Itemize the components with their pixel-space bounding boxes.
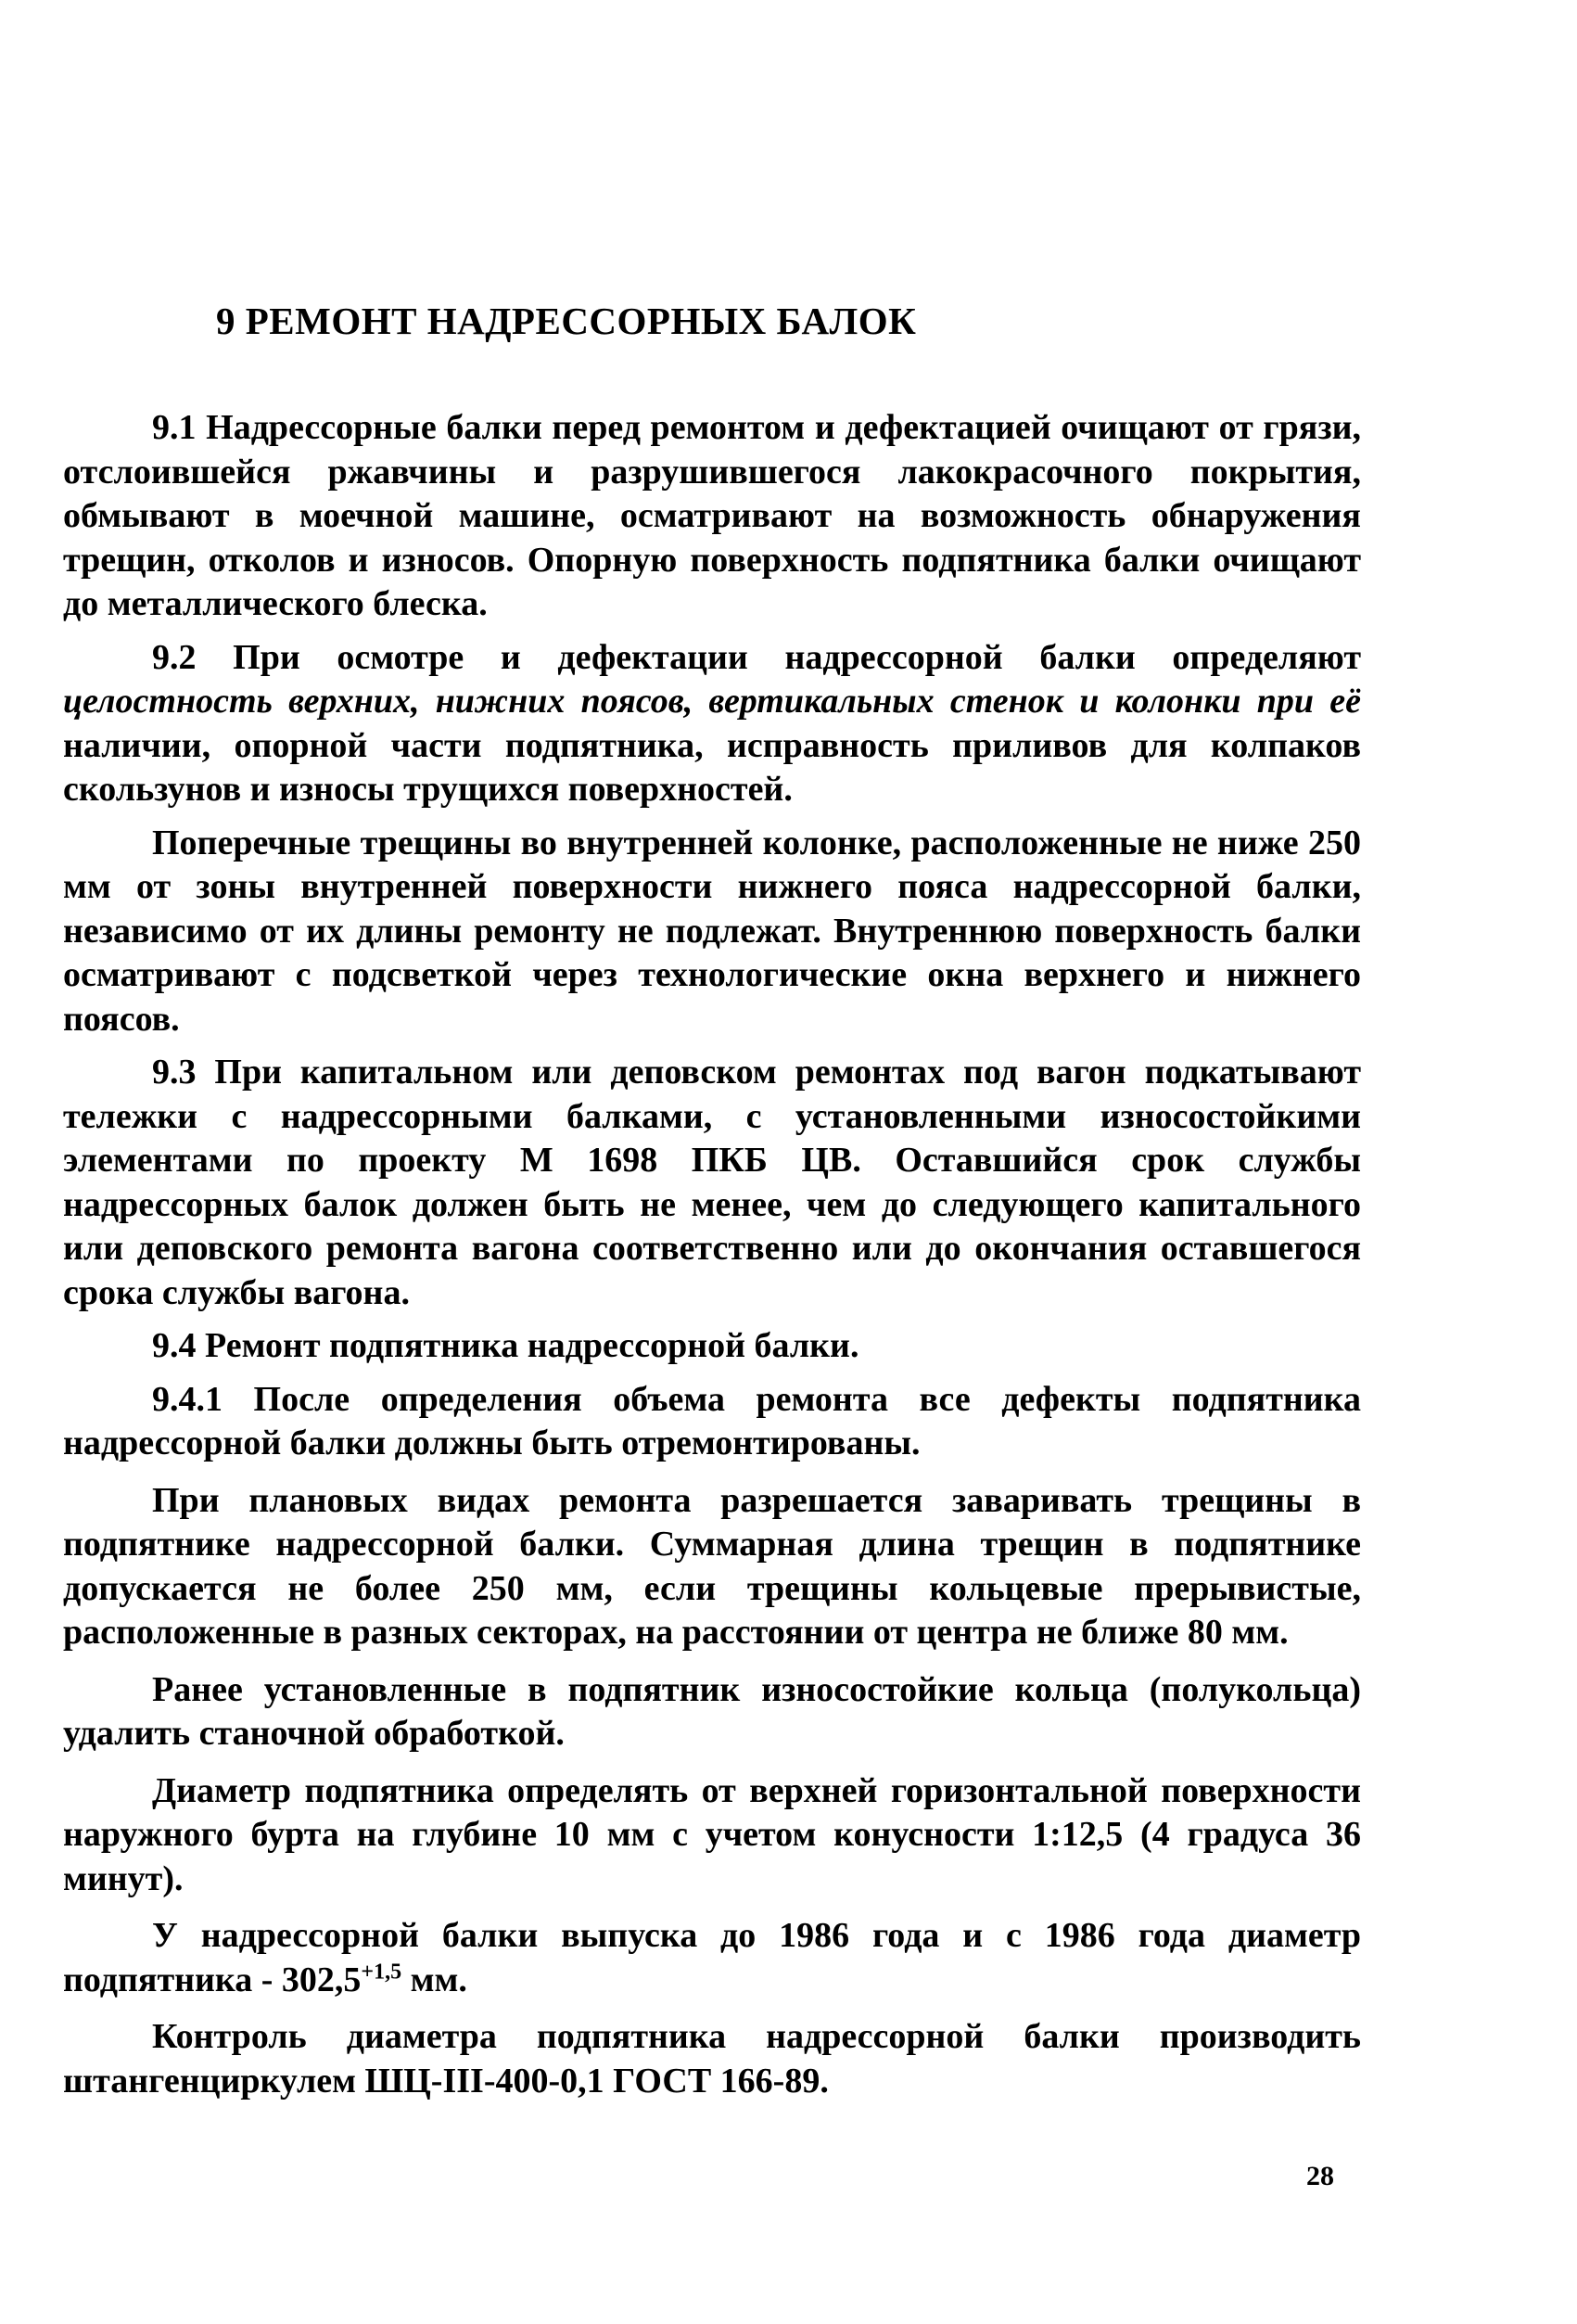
paragraph-9-2-italic: целостность верхних, нижних поясов, вертикальных стенок и колонки при её <box>63 682 1361 721</box>
section-body <box>63 406 1361 2103</box>
paragraph-9-2-end: наличии, опорной части подпятника, исправность приливов для колпаков скользунов и износы трущихся поверхностей. <box>63 725 1361 809</box>
paragraph-9-4-1-size <box>63 1914 1361 2002</box>
page-number: 28 <box>1306 2161 1334 2191</box>
paragraph-9-4-1-diameter: Диаметр подпятника определять от верхней горизонтальной поверхности наружного бурта на глубине 10 мм с учетом конусности 1:12,5 (4 градуса 36 минут). <box>63 1770 1361 1898</box>
paragraph-9-4-1-welding: При плановых видах ремонта разрешается заваривать трещины в подпятнике надрессорной балки. Суммарная длина трещин в подпятнике допускается не более 250 мм, если трещины кольцевые прерывистые, расположенные в разных секторах, на расстоянии от центра не ближе 80 мм. <box>63 1480 1361 1652</box>
paragraph-9-2-cracks: Поперечные трещины во внутренней колонке, расположенные не ниже 250 мм от зоны внутренней поверхности нижнего пояса надрессорной балки, независимо от их длины ремонту не подлежат. Внутреннюю поверхность балки осматривают с подсветкой через технологические окна верхнего и нижнего поясов. <box>63 823 1361 1039</box>
paragraph-9-4-1-rings: Ранее установленные в подпятник износостойкие кольца (полукольца) удалить станочной обработкой. <box>63 1669 1361 1753</box>
size-tolerance: +1,5 <box>361 1959 402 1984</box>
paragraph-9-2-start: 9.2 При осмотре и дефектации надрессорной балки определяют <box>152 637 1361 677</box>
paragraph-9-3: 9.3 При капитальном или деповском ремонтах под вагон подкатывают тележки с надрессорными балками, с установленными износостойкими элементами по проекту М 1698 ПКБ ЦВ. Оставшийся срок службы надрессорных балок должен быть не менее, чем до следующего капитального или деповского ремонта вагона соответственно или до окончания оставшегося срока службы вагона. <box>63 1053 1361 1312</box>
paragraph-9-4: 9.4 Ремонт подпятника надрессорной балки. <box>152 1326 859 1365</box>
paragraph-9-4-1-control: Контроль диаметра подпятника надрессорной балки производить штангенциркулем ШЦ-III-400-0,1 ГОСТ 166-89. <box>63 2017 1361 2101</box>
size-text-end: мм. <box>410 1960 467 1999</box>
paragraph-9-4-1: 9.4.1 После определения объема ремонта все дефекты подпятника надрессорной балки должны быть отремонтированы. <box>63 1379 1361 1462</box>
size-text-start: У надрессорной балки выпуска до 1986 года и с 1986 года диаметр подпятника - 302,5 <box>63 1916 1361 1999</box>
paragraph-9-1: 9.1 Надрессорные балки перед ремонтом и дефектацией очищают от грязи, отслоившейся ржавчины и разрушившегося лакокрасочного покрытия, обмывают в моечной машине, осматривают на возможность обнаружения трещин, отколов и износов. Опорную поверхность подпятника балки очищают до металлического блеска. <box>63 408 1361 623</box>
section-heading: 9 РЕМОНТ НАДРЕССОРНЫХ БАЛОК <box>216 300 917 342</box>
paragraph-9-2 <box>63 636 1361 812</box>
